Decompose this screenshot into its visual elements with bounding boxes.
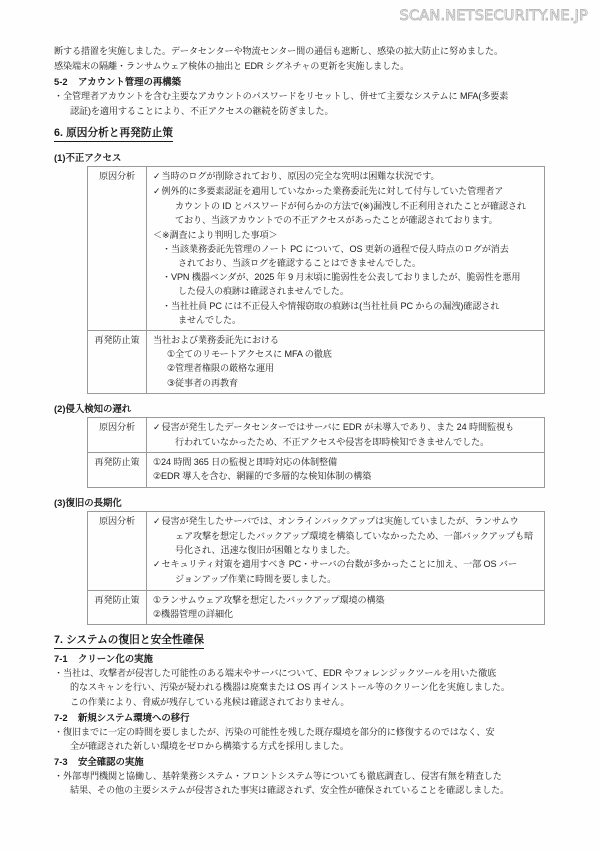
sub-list-item — [162, 242, 540, 270]
section-5-2-heading — [54, 75, 566, 88]
section-7-heading: 7. システムの復旧と安全性確保 — [54, 634, 204, 649]
body-line: 当社および業務委託先における — [153, 335, 279, 346]
item-line: 例外的に多要素認証を適用していなかった業務委託先に対して付与していた管理者ア — [161, 186, 504, 197]
item-line: 行われていなかったため、不正アクセスや侵害を即時検知できませんでした。 — [175, 437, 490, 448]
table-row — [88, 417, 545, 452]
row-body — [147, 453, 545, 487]
row-body — [147, 417, 545, 452]
subsection-number: 7-3 — [54, 756, 68, 768]
paragraph-line: 全が確認された新しい環境をゼロから構築する方式を採用しました。 — [70, 740, 349, 751]
check-list-item — [153, 557, 540, 586]
cause-table — [87, 166, 545, 394]
row-body — [147, 590, 545, 624]
check-list-item — [153, 514, 540, 558]
checkmark-icon: ✓ — [153, 560, 161, 571]
numbered-item: ①全てのリモートアクセスに MFA の徹底 — [167, 349, 332, 360]
check-list-item — [153, 169, 540, 184]
paragraph-line: この作業により、脅威が残存している兆候は確認されておりません。 — [70, 696, 350, 707]
item-line: ・当社社員 PC には不正侵入や情報窃取の痕跡は(当社社員 PC からの漏洩)確認され — [162, 300, 500, 311]
subsection-heading — [54, 711, 566, 724]
item-line: カウントの ID とパスワードが何らかの方法で(※)漏洩し不正利用されたことが確認され — [175, 201, 526, 212]
row-label: 再発防止策 — [88, 590, 147, 624]
cause-table — [87, 417, 545, 488]
subsection-paragraph — [54, 725, 566, 753]
body-line: ②機器管理の詳細化 — [153, 608, 234, 619]
cause-table-heading: (3)復旧の長期化 — [54, 496, 122, 508]
cause-table — [87, 511, 545, 625]
section-7-subsections — [54, 652, 566, 797]
watermark-text: SCAN.NETSECURITY.NE.JP — [399, 8, 588, 24]
subsection-number: 7-2 — [54, 711, 68, 723]
row-label: 再発防止策 — [88, 453, 147, 487]
item-line: ・VPN 機器ベンダが、2025 年 9 月末頃に脆弱性を公表しておりましたが、脆弱性を悪用 — [162, 272, 521, 283]
intro-line-2: 感染端末の隔離・ランサムウェア検体の抽出と EDR シグネチャの更新を実施しました。 — [54, 61, 410, 72]
section-6 — [54, 118, 566, 625]
item-line: 号化され、迅速な復旧が困難となりました。 — [175, 545, 356, 556]
table-row — [88, 453, 545, 487]
subsection-heading — [54, 755, 566, 768]
document-content — [54, 44, 566, 798]
row-label: 原因分析 — [88, 417, 147, 452]
numbered-item: ②管理者権限の厳格な運用 — [167, 363, 274, 374]
table-row — [88, 511, 545, 590]
subsection-number: 7-1 — [54, 653, 68, 665]
item-line: 侵害が発生したサーバでは、オンラインバックアップは実施していましたが、ランサムウ — [161, 515, 519, 526]
paragraph-line: ・当社は、攻撃者が侵害した可能性のある端末やサーバについて、EDR やフォレンジックツールを用いた徹底 — [54, 668, 497, 679]
item-line: ており、当該アカウントでの不正アクセスがあったことが確認されております。 — [175, 215, 498, 226]
item-line: セキュリティ対策を適用すべき PC・サーバの台数が多かったことに加え、一部 OS バー — [161, 559, 517, 570]
sub-list-item — [162, 270, 540, 298]
paragraph-line: ・外部専門機関と協働し、基幹業務システム・フロントシステム等についても徹底調査し、侵害有無を精査した — [54, 771, 502, 782]
cause-table-heading: (1)不正アクセス — [54, 151, 122, 163]
row-body — [147, 331, 545, 394]
checkmark-icon: ✓ — [153, 187, 161, 198]
section-7 — [54, 625, 566, 797]
numbered-item: ③従事者の再教育 — [167, 377, 239, 388]
section-5-2-bullet — [54, 89, 566, 117]
item-line: 当時のログが削除されており、原因の完全な究明は困難な状況です。 — [161, 170, 440, 181]
section-6-blocks — [54, 152, 566, 625]
subsection-heading — [54, 652, 566, 665]
subsection-title: クリーン化の実施 — [78, 653, 153, 665]
subsection-paragraph — [54, 769, 566, 797]
table-row — [88, 166, 545, 330]
checkmark-icon: ✓ — [153, 171, 161, 182]
section-5-2-bullet-line-2: 認証)を適用することにより、不正アクセスの継続を防ぎました。 — [70, 105, 334, 116]
item-line: ジョンアップ作業に時間を要しました。 — [175, 574, 337, 585]
section-5-2-number: 5-2 — [54, 76, 68, 88]
paragraph-line: 結果、その他の主要システムが侵害された事実は確認されず、安全性が確保されていることを確認しました。 — [70, 785, 510, 796]
paragraph-line: ・復旧までに一定の時間を要しましたが、汚染の可能性を残した既存環境を部分的に修復するのではなく、安 — [54, 726, 495, 737]
checkmark-icon: ✓ — [153, 422, 161, 433]
subsection-title: 新規システム環境への移行 — [78, 711, 190, 723]
item-line: 侵害が発生したデータセンターではサーバに EDR が未導入であり、また 24 時間監視も — [161, 421, 514, 432]
row-label: 原因分析 — [88, 166, 147, 330]
item-line: した侵入の痕跡は確認されませんでした。 — [178, 286, 349, 297]
note-heading: ＜※調査により判明した事項＞ — [153, 229, 278, 240]
item-line: されており、当該ログを確認することはできませんでした。 — [178, 258, 421, 269]
section-5-2-title: アカウント管理の再構築 — [78, 76, 182, 88]
item-line: ェア攻撃を想定したバックアップ環境を構築していなかったため、一部バックアップも暗 — [175, 530, 534, 541]
intro-paragraph — [54, 44, 566, 73]
section-5-2 — [54, 75, 566, 117]
section-5-2-bullet-line-1: ・全管理者アカウントを含む主要なアカウントのパスワードをリセットし、併せて主要なシステムに MFA(多要素 — [54, 91, 509, 102]
cause-table-heading: (2)侵入検知の遅れ — [54, 402, 132, 414]
item-line: ・当該業務委託先管理のノート PC について、OS 更新の過程で侵入時点のログが消去 — [162, 243, 509, 254]
intro-line-1: 断する措置を実施しました。データセンターや物流センター間の通信も遮断し、感染の拡大防止に努めました。 — [54, 46, 503, 56]
body-line: ①24 時間 365 日の監視と即時対応の体制整備 — [153, 457, 338, 468]
paragraph-line: 的なスキャンを行い、汚染が疑われる機器は廃棄または OS 再インストール等のクリーン化を実施しました。 — [70, 682, 510, 693]
subsection-paragraph — [54, 666, 566, 709]
table-row — [88, 331, 545, 394]
check-list-item — [153, 420, 540, 449]
body-line: ①ランサムウェア攻撃を想定したバックアップ環境の構築 — [153, 594, 385, 605]
sub-list-item — [162, 299, 540, 327]
row-label: 原因分析 — [88, 511, 147, 590]
subsection-title: 安全確認の実施 — [78, 756, 144, 768]
checkmark-icon: ✓ — [153, 516, 161, 527]
item-line: ませんでした。 — [178, 314, 241, 325]
row-body — [147, 166, 545, 330]
table-row — [88, 590, 545, 624]
check-list-item — [153, 184, 540, 228]
section-6-heading: 6. 原因分析と再発防止策 — [54, 127, 173, 142]
row-label: 再発防止策 — [88, 331, 147, 394]
row-body — [147, 511, 545, 590]
body-line: ②EDR 導入を含む、網羅的で多層的な検知体制の構築 — [153, 471, 372, 482]
